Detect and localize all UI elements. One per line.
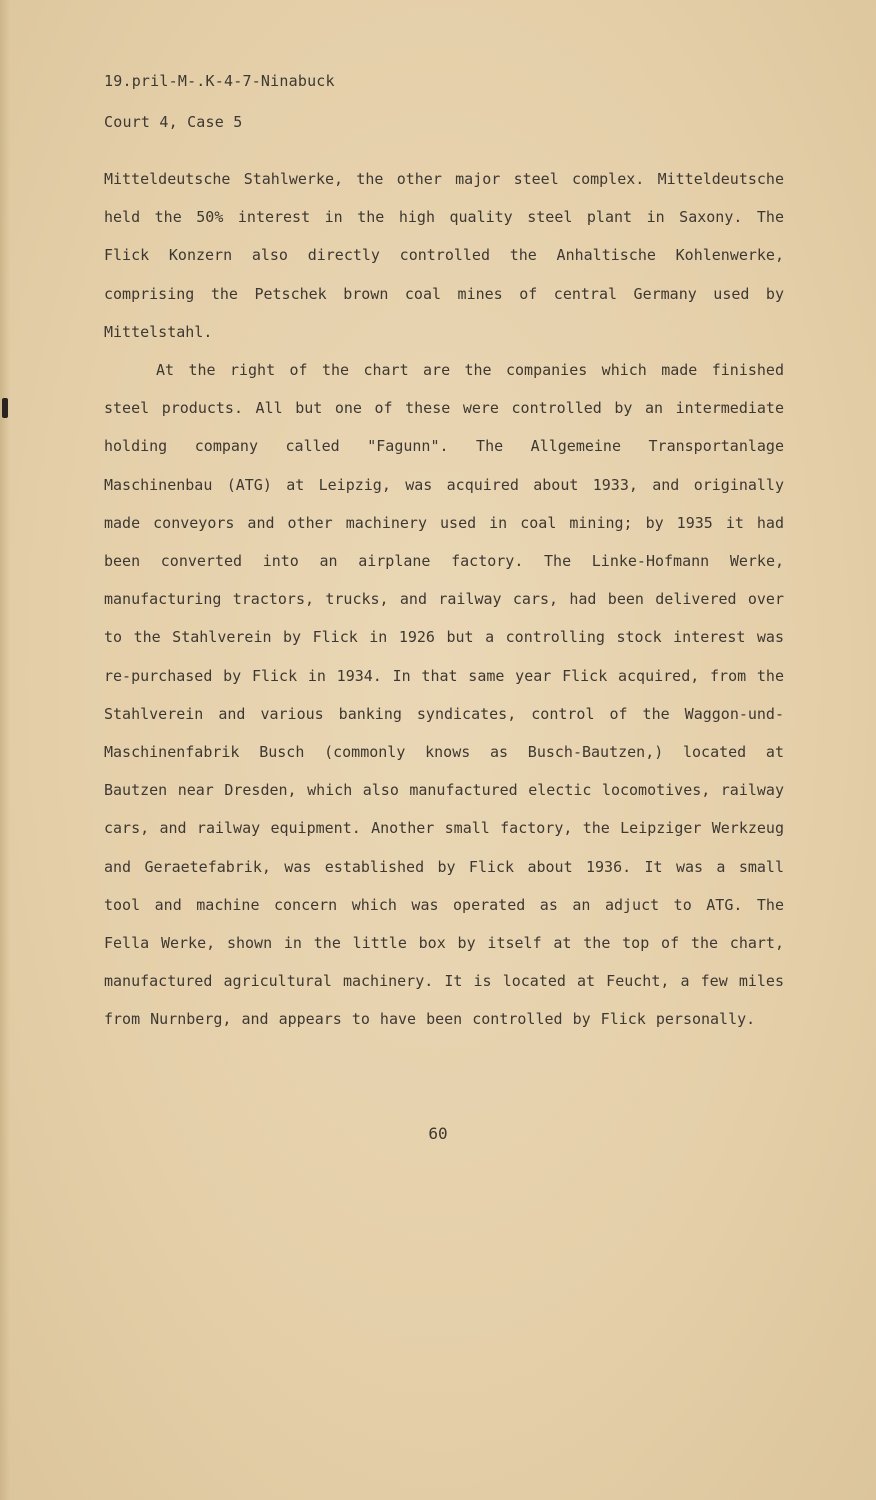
paragraph-1: Mitteldeutsche Stahlwerke, the other major steel complex. Mitteldeutsche held the 50% interest in the high quality steel plant in Saxony. The Flick Konzern also directly controlled the Anhaltische Kohlenwerke, comprising the Petschek brown coal mines of central Germany used by Mittelstahl.: [104, 170, 784, 341]
binding-mark: [2, 398, 8, 418]
body-text: [104, 160, 784, 1039]
page-left-edge: [0, 0, 10, 1500]
transcript-header-line2: Court 4, Case 5: [104, 113, 243, 131]
paragraph-2: At the right of the chart are the companies which made finished steel products. All but one of these were controlled by an intermediate holding company called "Fagunn". The Allgemeine Transportanlage Maschinenbau (ATG) at Leipzig, was acquired about 1933, and originally made conveyors and other machinery used in coal mining; by 1935 it had been converted into an airplane factory. The Linke-Hofmann Werke, manufacturing tractors, trucks, and railway cars, had been delivered over to the Stahlverein by Flick in 1926 but a controlling stock interest was re-purchased by Flick in 1934. In that same year Flick acquired, from the Stahlverein and various banking syndicates, control of the Waggon-und-Maschinenfabrik Busch (commonly knows as Busch-Bautzen,) located at Bautzen near Dresden, which also manufactured electic locomotives, railway cars, and railway equipment. Another small factory, the Leipziger Werkzeug and Geraetefabrik, was established by Flick about 1936. It was a small tool and machine concern which was operated as an adjuct to ATG. The Fella Werke, shown in the little box by itself at the top of the chart, manufactured agricultural machinery. It is located at Feucht, a few miles from Nurnberg, and appears to have been controlled by Flick personally.: [104, 361, 784, 1029]
transcript-header-line1: 19.pril-M-.K-4-7-Ninabuck: [104, 72, 335, 90]
page-number: 60: [428, 1124, 448, 1143]
